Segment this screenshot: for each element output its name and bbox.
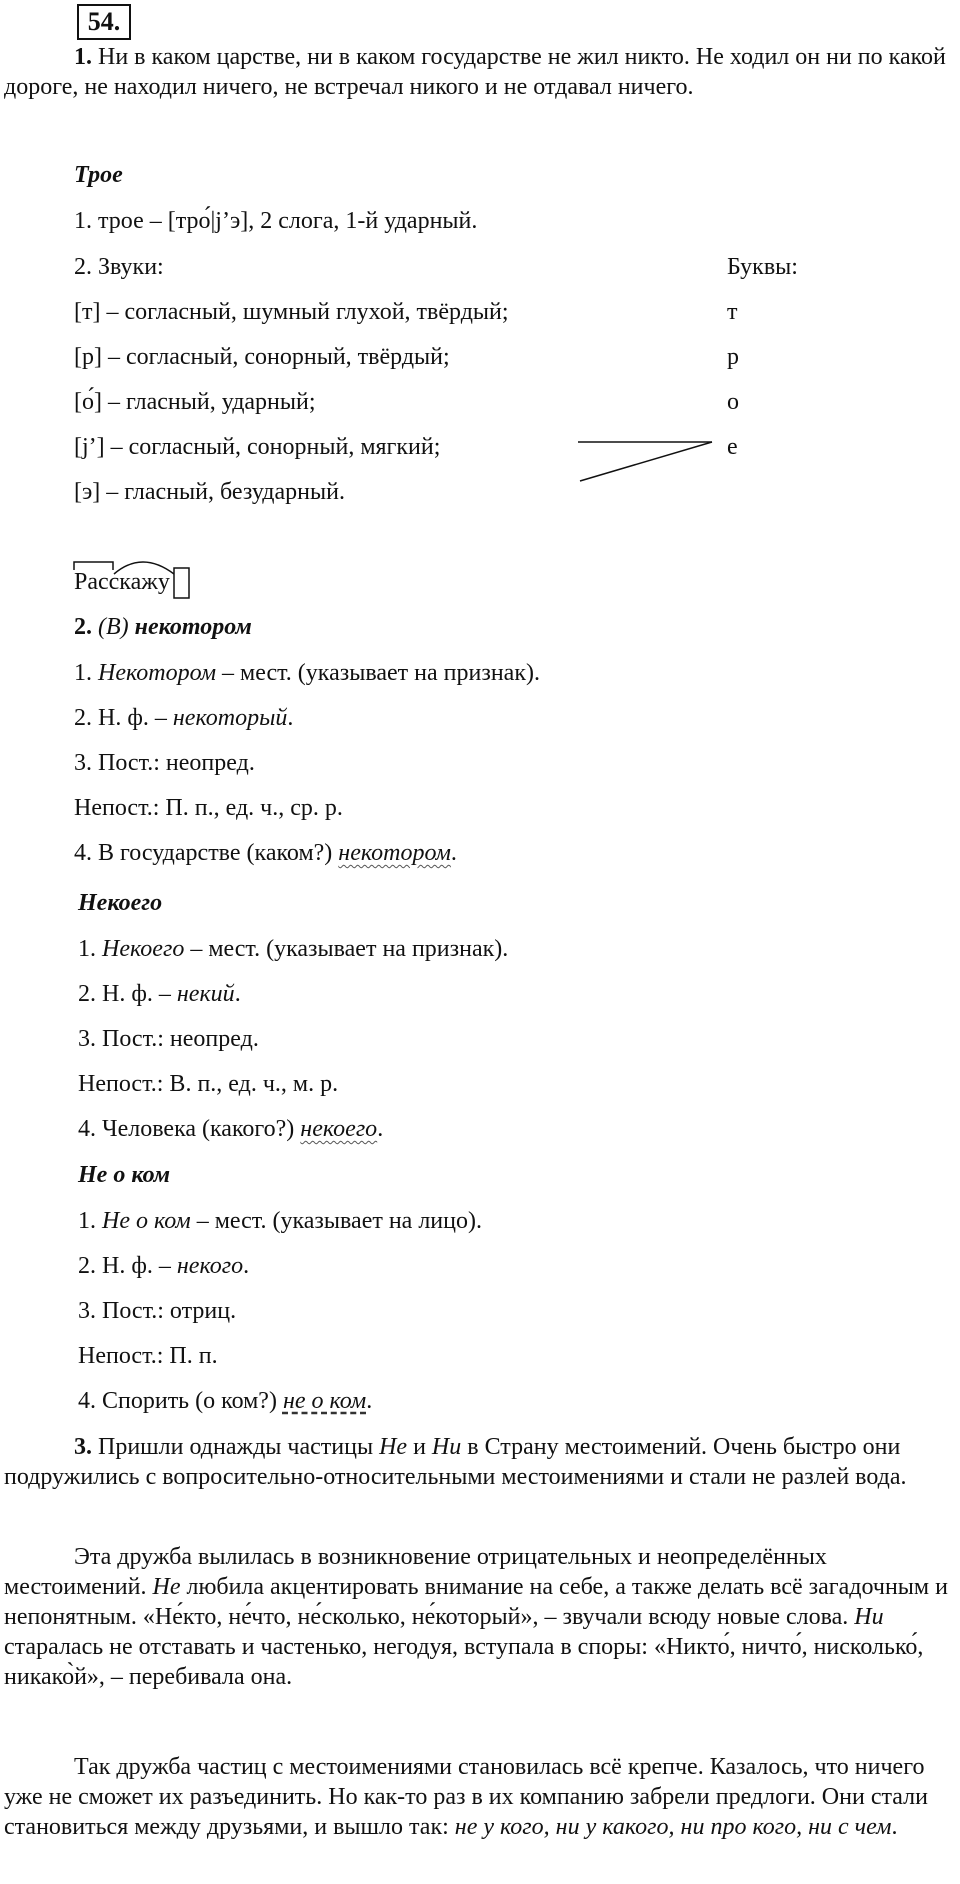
text: Эта дружба вылилась в возникновение отрицательных и неопределённых местоимений.: [4, 1544, 827, 1600]
text: .: [243, 1253, 250, 1279]
text: .: [287, 705, 294, 731]
analysis-line-1: 1. Не о ком – мест. (указывает на лицо).: [78, 1208, 482, 1234]
analysis-line-2: [74, 703, 293, 733]
text: .: [891, 1814, 898, 1840]
text: 4. Спорить (о ком?): [78, 1388, 283, 1414]
analyzed-word: Расскажу: [74, 569, 170, 595]
heading-troe: Трое: [74, 162, 123, 188]
word: Некотором: [98, 660, 217, 686]
task2-heading: [74, 612, 252, 642]
task3-label: 3.: [74, 1434, 92, 1460]
text: 2. Н. ф. –: [78, 981, 177, 1007]
task1-label: 1.: [74, 44, 92, 70]
word: Не о ком: [102, 1208, 191, 1234]
analysis-line-4: Непост.: В. п., ед. ч., м. р.: [78, 1071, 339, 1097]
analysis-line-3: 3. Пост.: отриц.: [78, 1298, 237, 1324]
analysis-line-5: [74, 838, 457, 868]
sound-row: [о́] – гласный, ударный;: [74, 389, 316, 415]
exercise-number: 54.: [77, 4, 131, 40]
sound-row: [т] – согласный, шумный глухой, твёрдый;: [74, 299, 509, 325]
particle-ni: Ни: [431, 1434, 462, 1460]
word: некий: [176, 981, 235, 1007]
text: старалась не отставать и частенько, негодуя, вступала в споры: «Никто́, ничто́, нисколько́, никако̀й», – перебивала она.: [4, 1634, 924, 1690]
text: Пришли однажды частицы: [92, 1434, 380, 1460]
particle-ne: Не: [379, 1434, 408, 1460]
word: не о ком: [282, 1388, 367, 1414]
text: любила акцентировать внимание на себе, а также делать всё загадочным и непонятным. «Не́кто, не́что, не́сколько, не́который», – звучали всюду новые слова.: [4, 1574, 948, 1630]
letter-cell: е: [727, 434, 738, 460]
link-line-e: [580, 442, 712, 481]
letter-cell: т: [727, 299, 738, 325]
letter-cell: р: [727, 344, 739, 370]
task3-paragraph-1: [4, 1432, 954, 1492]
particle-ni: Ни: [854, 1604, 884, 1630]
heading-prefix: (В): [98, 614, 129, 640]
text: 2. Н. ф. –: [78, 1253, 177, 1279]
analysis-line-3: 3. Пост.: неопред.: [78, 1026, 259, 1052]
letters-label: Буквы:: [727, 254, 798, 280]
text: .: [450, 840, 457, 866]
task3-paragraph-2: [4, 1542, 954, 1692]
text: 4. В государстве (каком?): [74, 840, 339, 866]
sound-row: [р] – согласный, сонорный, твёрдый;: [74, 344, 450, 370]
analysis-line-5: [78, 1386, 372, 1416]
heading-word: некотором: [134, 614, 252, 640]
sound-row: [j’] – согласный, сонорный, мягкий;: [74, 434, 441, 460]
analysis-line-1: 1. Некоего – мест. (указывает на признак).: [78, 936, 509, 962]
text: в Страну местоимений. Очень быстро они подружились с вопросительно-относительными местоимениями и стали не разлей вода.: [4, 1434, 907, 1490]
ending-box: [174, 568, 189, 598]
text: 4. Человека (какого?): [78, 1116, 301, 1142]
word: Некоего: [102, 936, 185, 962]
task1-text: Ни в каком царстве, ни в каком государстве не жил никто. Не ходил он ни по какой дороге, не находил ничего, не встречал никого и не отдавал ничего.: [4, 44, 946, 100]
heading-ne-o-kom: Не о ком: [78, 1162, 171, 1188]
word: некотором: [338, 840, 451, 866]
analysis-line-2: [78, 979, 241, 1009]
examples: не у кого, ни у какого, ни про кого, ни с чем: [454, 1814, 892, 1840]
analysis-line-2: [78, 1251, 249, 1281]
word: некого: [176, 1253, 244, 1279]
analysis-line-1: 1. Некотором – мест. (указывает на признак).: [74, 660, 540, 686]
analysis-line-5: [78, 1114, 383, 1144]
letter-cell: о: [727, 389, 739, 415]
text: – мест. (указывает на признак).: [216, 660, 540, 686]
text: .: [234, 981, 241, 1007]
text: Так дружба частиц с местоимениями становилась всё крепче. Казалось, что ничего уже не сможет их разъединить. Но как-то раз в их компанию забрели предлоги. Они стали становиться между друзьями, и вышло так:: [4, 1754, 928, 1840]
sound-row: [э] – гласный, безударный.: [74, 479, 345, 505]
task2-label: 2.: [74, 614, 92, 640]
word: некоего: [300, 1116, 378, 1142]
phonetic-line: 1. трое – [тро́|j’э], 2 слога, 1-й ударный.: [74, 208, 478, 234]
task3-paragraph-3: [4, 1752, 954, 1842]
heading-nekoego: Некоего: [78, 890, 163, 916]
text: .: [377, 1116, 384, 1142]
text: и: [407, 1434, 432, 1460]
sounds-label: 2. Звуки:: [74, 254, 164, 280]
text: – мест. (указывает на признак).: [184, 936, 509, 962]
text: .: [366, 1388, 373, 1414]
text: – мест. (указывает на лицо).: [190, 1208, 482, 1234]
particle-ne: Не: [152, 1574, 181, 1600]
analysis-line-4: Непост.: П. п.: [78, 1343, 218, 1369]
word: некоторый: [172, 705, 288, 731]
text: 2. Н. ф. –: [74, 705, 173, 731]
analysis-line-3: 3. Пост.: неопред.: [74, 750, 255, 776]
analysis-line-4: Непост.: П. п., ед. ч., ср. р.: [74, 795, 343, 821]
